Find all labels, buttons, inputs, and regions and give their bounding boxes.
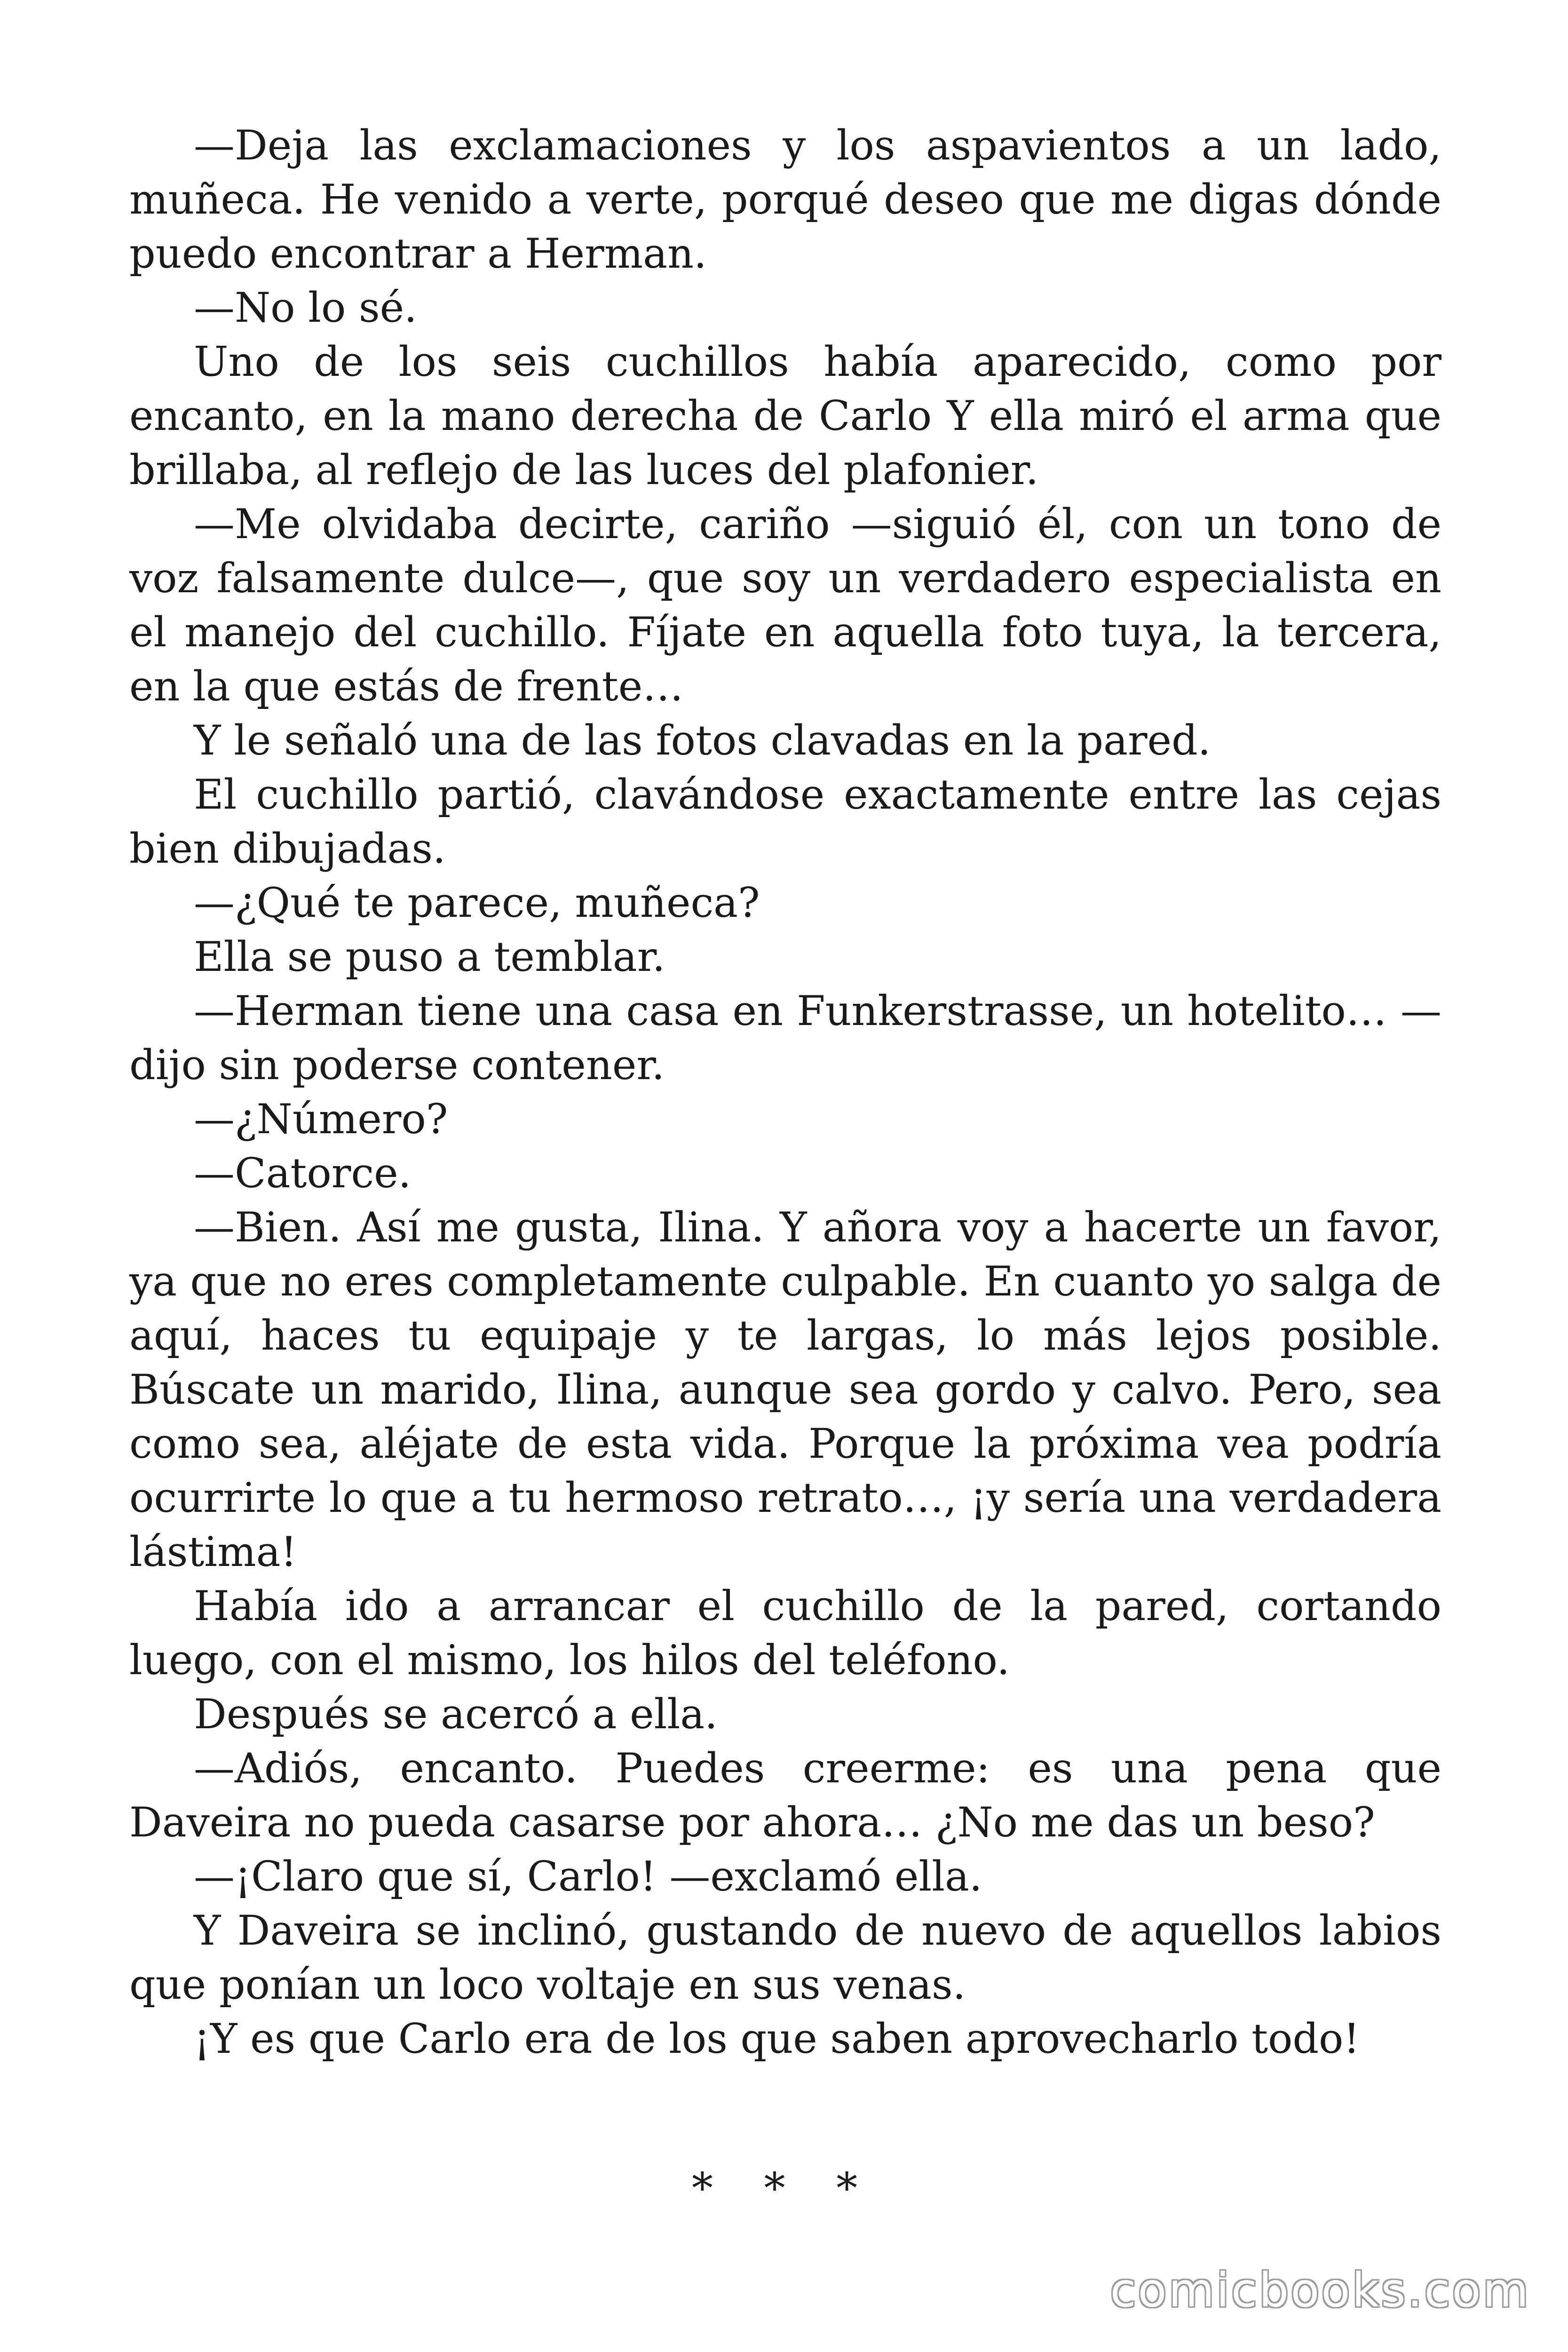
paragraph: Había ido a arrancar el cuchillo de la pared, cortando luego, con el mismo, los hilos del teléfono. bbox=[129, 1582, 1441, 1684]
paragraph: —¿Qué te parece, muñeca? bbox=[194, 879, 760, 927]
paragraph: —Deja las exclamaciones y los aspavientos a un lado, muñeca. He venido a verte, porqué deseo que me digas dónde puedo encontrar a Herman. bbox=[129, 121, 1441, 278]
paragraph: —¿Número? bbox=[194, 1095, 448, 1143]
paragraph: Uno de los seis cuchillos había aparecido, como por encanto, en la mano derecha de Carlo Y ella miró el arma que brillaba, al reflejo de las luces del plafonier. bbox=[129, 338, 1441, 494]
paragraph: —Me olvidaba decirte, cariño —siguió él, con un tono de voz falsamente dulce—, que soy un verdadero especialista en el manejo del cuchillo. Fíjate en aquella foto tuya, la tercera, en la que estás de frente… bbox=[129, 500, 1441, 710]
paragraph: —Bien. Así me gusta, Ilina. Y añora voy a hacerte un favor, ya que no eres completamente culpable. En cuanto yo salga de aquí, haces tu equipaje y te largas, lo más lejos posible. Búscate un marido, Ilina, aunque sea gordo y calvo. Pero, sea como sea, aléjate de esta vida. Porque la próxima vea podría ocurrirte lo que a tu hermoso retrato…, ¡y sería una verdadera lástima! bbox=[129, 1203, 1441, 1576]
paragraph: —¡Claro que sí, Carlo! —exclamó ella. bbox=[194, 1852, 982, 1900]
watermark: comicbooks.com bbox=[1110, 2263, 1530, 2318]
paragraph: Y le señaló una de las fotos clavadas en la pared. bbox=[194, 716, 1211, 764]
paragraph: —Catorce. bbox=[194, 1149, 412, 1197]
paragraph: —No lo sé. bbox=[194, 284, 417, 332]
body-text bbox=[129, 119, 1441, 2066]
paragraph: Después se acercó a ella. bbox=[194, 1690, 718, 1738]
paragraph: Ella se puso a temblar. bbox=[194, 933, 665, 981]
paragraph: El cuchillo partió, clavándose exactamente entre las cejas bien dibujadas. bbox=[129, 771, 1441, 873]
section-separator: * * * bbox=[691, 2164, 877, 2213]
paragraph: ¡Y es que Carlo era de los que saben aprovecharlo todo! bbox=[194, 2015, 1360, 2063]
paragraph: —Adiós, encanto. Puedes creerme: es una pena que Daveira no pueda casarse por ahora… ¿No me das un beso? bbox=[129, 1744, 1441, 1846]
paragraph: Y Daveira se inclinó, gustando de nuevo de aquellos labios que ponían un loco voltaje en sus venas. bbox=[129, 1907, 1441, 2009]
paragraph: —Herman tiene una casa en Funkerstrasse, un hotelito… —dijo sin poderse contener. bbox=[129, 987, 1441, 1089]
